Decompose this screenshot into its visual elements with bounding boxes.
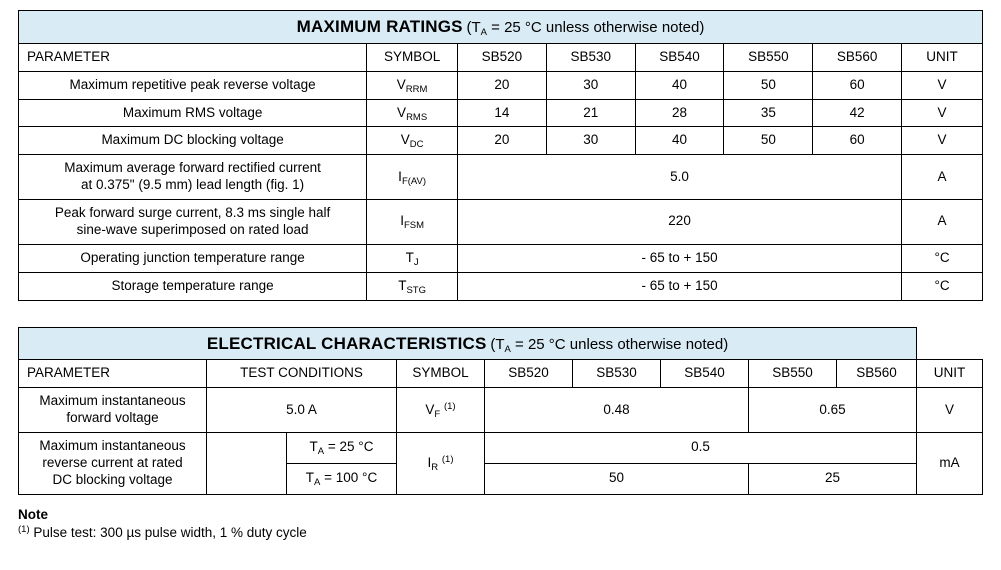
row-parameter-line2: at 0.375" (9.5 mm) lead length (fig. 1) <box>81 177 305 193</box>
row-value-sb560: 42 <box>813 99 902 127</box>
maximum-ratings-subtitle: ($T_A = 25$ °C unless otherwise noted) <box>466 19 705 38</box>
row-unit: A <box>902 155 983 200</box>
note-heading: Note <box>18 506 48 522</box>
row-parameter-line1: Maximum instantaneous <box>39 393 186 409</box>
row-value-sb530: 21 <box>546 99 635 127</box>
row-parameter-line1: Maximum instantaneous <box>39 437 186 453</box>
row-test-condition-25c: $T_A = 25$ °C <box>287 432 397 463</box>
row-parameter: Maximum repetitive peak reverse voltage <box>19 71 367 99</box>
maximum-ratings-title: MAXIMUM RATINGS <box>296 17 463 36</box>
table-row <box>19 388 983 433</box>
row-value-sb540: 40 <box>635 71 724 99</box>
maximum-ratings-header-row <box>19 43 983 71</box>
row-symbol: $V_{RMS}$ <box>367 99 458 127</box>
maximum-ratings-band <box>19 11 983 44</box>
row-symbol: $T_J$ <box>367 244 458 272</box>
row-parameter: Storage temperature range <box>19 272 367 300</box>
row-parameter <box>19 200 367 245</box>
row-value-sb540: 40 <box>635 127 724 155</box>
row-value-sb520: 20 <box>458 71 547 99</box>
electrical-header-row <box>19 360 983 388</box>
row-symbol: $V_{RRM}$ <box>367 71 458 99</box>
header-sb540: SB540 <box>661 360 749 388</box>
row-value-sb530: 30 <box>546 127 635 155</box>
row-symbol: $I_R$ $^{(1)}$ <box>397 432 485 494</box>
electrical-title: ELECTRICAL CHARACTERISTICS <box>206 333 487 353</box>
electrical-band-cell <box>19 327 917 360</box>
electrical-band <box>19 327 983 360</box>
header-sb520: SB520 <box>485 360 573 388</box>
row-parameter <box>19 432 207 494</box>
row-symbol: $I_{FSM}$ <box>367 200 458 245</box>
row-parameter-line2: forward voltage <box>66 410 159 425</box>
row-parameter-line2: reverse current at rated <box>42 454 183 470</box>
row-value-all: 0.5 <box>485 432 917 463</box>
row-test-condition-100c: $T_A = 100$ °C <box>287 463 397 494</box>
row-value-sb520: 14 <box>458 99 547 127</box>
row-unit: V <box>917 388 983 433</box>
header-sb550: SB550 <box>724 43 813 71</box>
row-value-sb550: 35 <box>724 99 813 127</box>
header-sb520: SB520 <box>458 43 547 71</box>
row-unit: mA <box>917 432 983 494</box>
row-value-sb530: 30 <box>546 71 635 99</box>
row-symbol: $V_F$ $^{(1)}$ <box>397 388 485 433</box>
row-symbol: $I_{F(AV)}$ <box>367 155 458 200</box>
table-row <box>19 272 983 300</box>
header-sb530: SB530 <box>546 43 635 71</box>
header-parameter: PARAMETER <box>19 360 207 388</box>
row-value-sb560: 60 <box>813 71 902 99</box>
electrical-characteristics-table <box>18 327 983 495</box>
table-row <box>19 99 983 127</box>
row-value-all: - 65 to + 150 <box>458 244 902 272</box>
header-sb560: SB560 <box>813 43 902 71</box>
row-value-sb550: 50 <box>724 127 813 155</box>
header-sb540: SB540 <box>635 43 724 71</box>
row-parameter: Maximum DC blocking voltage <box>19 127 367 155</box>
row-parameter: Maximum RMS voltage <box>19 99 367 127</box>
row-symbol: $T_{STG}$ <box>367 272 458 300</box>
header-symbol: SYMBOL <box>397 360 485 388</box>
row-parameter-line2: sine-wave superimposed on rated load <box>76 221 309 237</box>
row-test-condition: 5.0 A <box>207 388 397 433</box>
table-row <box>19 127 983 155</box>
note-marker: (1) <box>18 523 30 535</box>
note-text: Pulse test: 300 µs pulse width, 1 % duty cycle <box>33 524 307 540</box>
table-spacer <box>18 301 983 327</box>
row-value-all: 5.0 <box>458 155 902 200</box>
header-sb530: SB530 <box>573 360 661 388</box>
row-value-left-group: 50 <box>485 463 749 494</box>
row-value-right-group: 0.65 <box>749 388 917 433</box>
row-value-sb550: 50 <box>724 71 813 99</box>
row-value-left-group: 0.48 <box>485 388 749 433</box>
row-value-all: - 65 to + 150 <box>458 272 902 300</box>
row-value-sb560: 60 <box>813 127 902 155</box>
row-parameter-line3: DC blocking voltage <box>52 471 173 487</box>
header-unit: UNIT <box>917 360 983 388</box>
table-row <box>19 244 983 272</box>
table-row <box>19 71 983 99</box>
row-unit: °C <box>902 272 983 300</box>
row-parameter <box>19 155 367 200</box>
table-row <box>19 200 983 245</box>
row-parameter-line1: Peak forward surge current, 8.3 ms single half <box>54 205 331 220</box>
electrical-subtitle: ($T_A = 25$ °C unless otherwise noted) <box>490 335 729 355</box>
header-parameter: PARAMETER <box>19 43 367 71</box>
row-value-sb520: 20 <box>458 127 547 155</box>
maximum-ratings-table <box>18 10 983 301</box>
header-sb560: SB560 <box>837 360 917 388</box>
row-value-sb540: 28 <box>635 99 724 127</box>
row-parameter: Operating junction temperature range <box>19 244 367 272</box>
row-unit: V <box>902 127 983 155</box>
header-unit: UNIT <box>902 43 983 71</box>
row-unit: V <box>902 71 983 99</box>
table-row <box>19 432 983 463</box>
row-parameter-line1: Maximum average forward rectified current <box>64 160 321 176</box>
row-symbol: $V_{DC}$ <box>367 127 458 155</box>
row-parameter <box>19 388 207 433</box>
maximum-ratings-band-cell <box>19 11 983 44</box>
row-unit: V <box>902 99 983 127</box>
row-test-condition-spacer <box>207 432 287 494</box>
header-sb550: SB550 <box>749 360 837 388</box>
row-value-all: 220 <box>458 200 902 245</box>
header-symbol: SYMBOL <box>367 43 458 71</box>
row-unit: A <box>902 200 983 245</box>
row-value-right-group: 25 <box>749 463 917 494</box>
header-test-conditions: TEST CONDITIONS <box>207 360 397 388</box>
row-unit: °C <box>902 244 983 272</box>
note-body <box>18 525 983 540</box>
table-row <box>19 155 983 200</box>
